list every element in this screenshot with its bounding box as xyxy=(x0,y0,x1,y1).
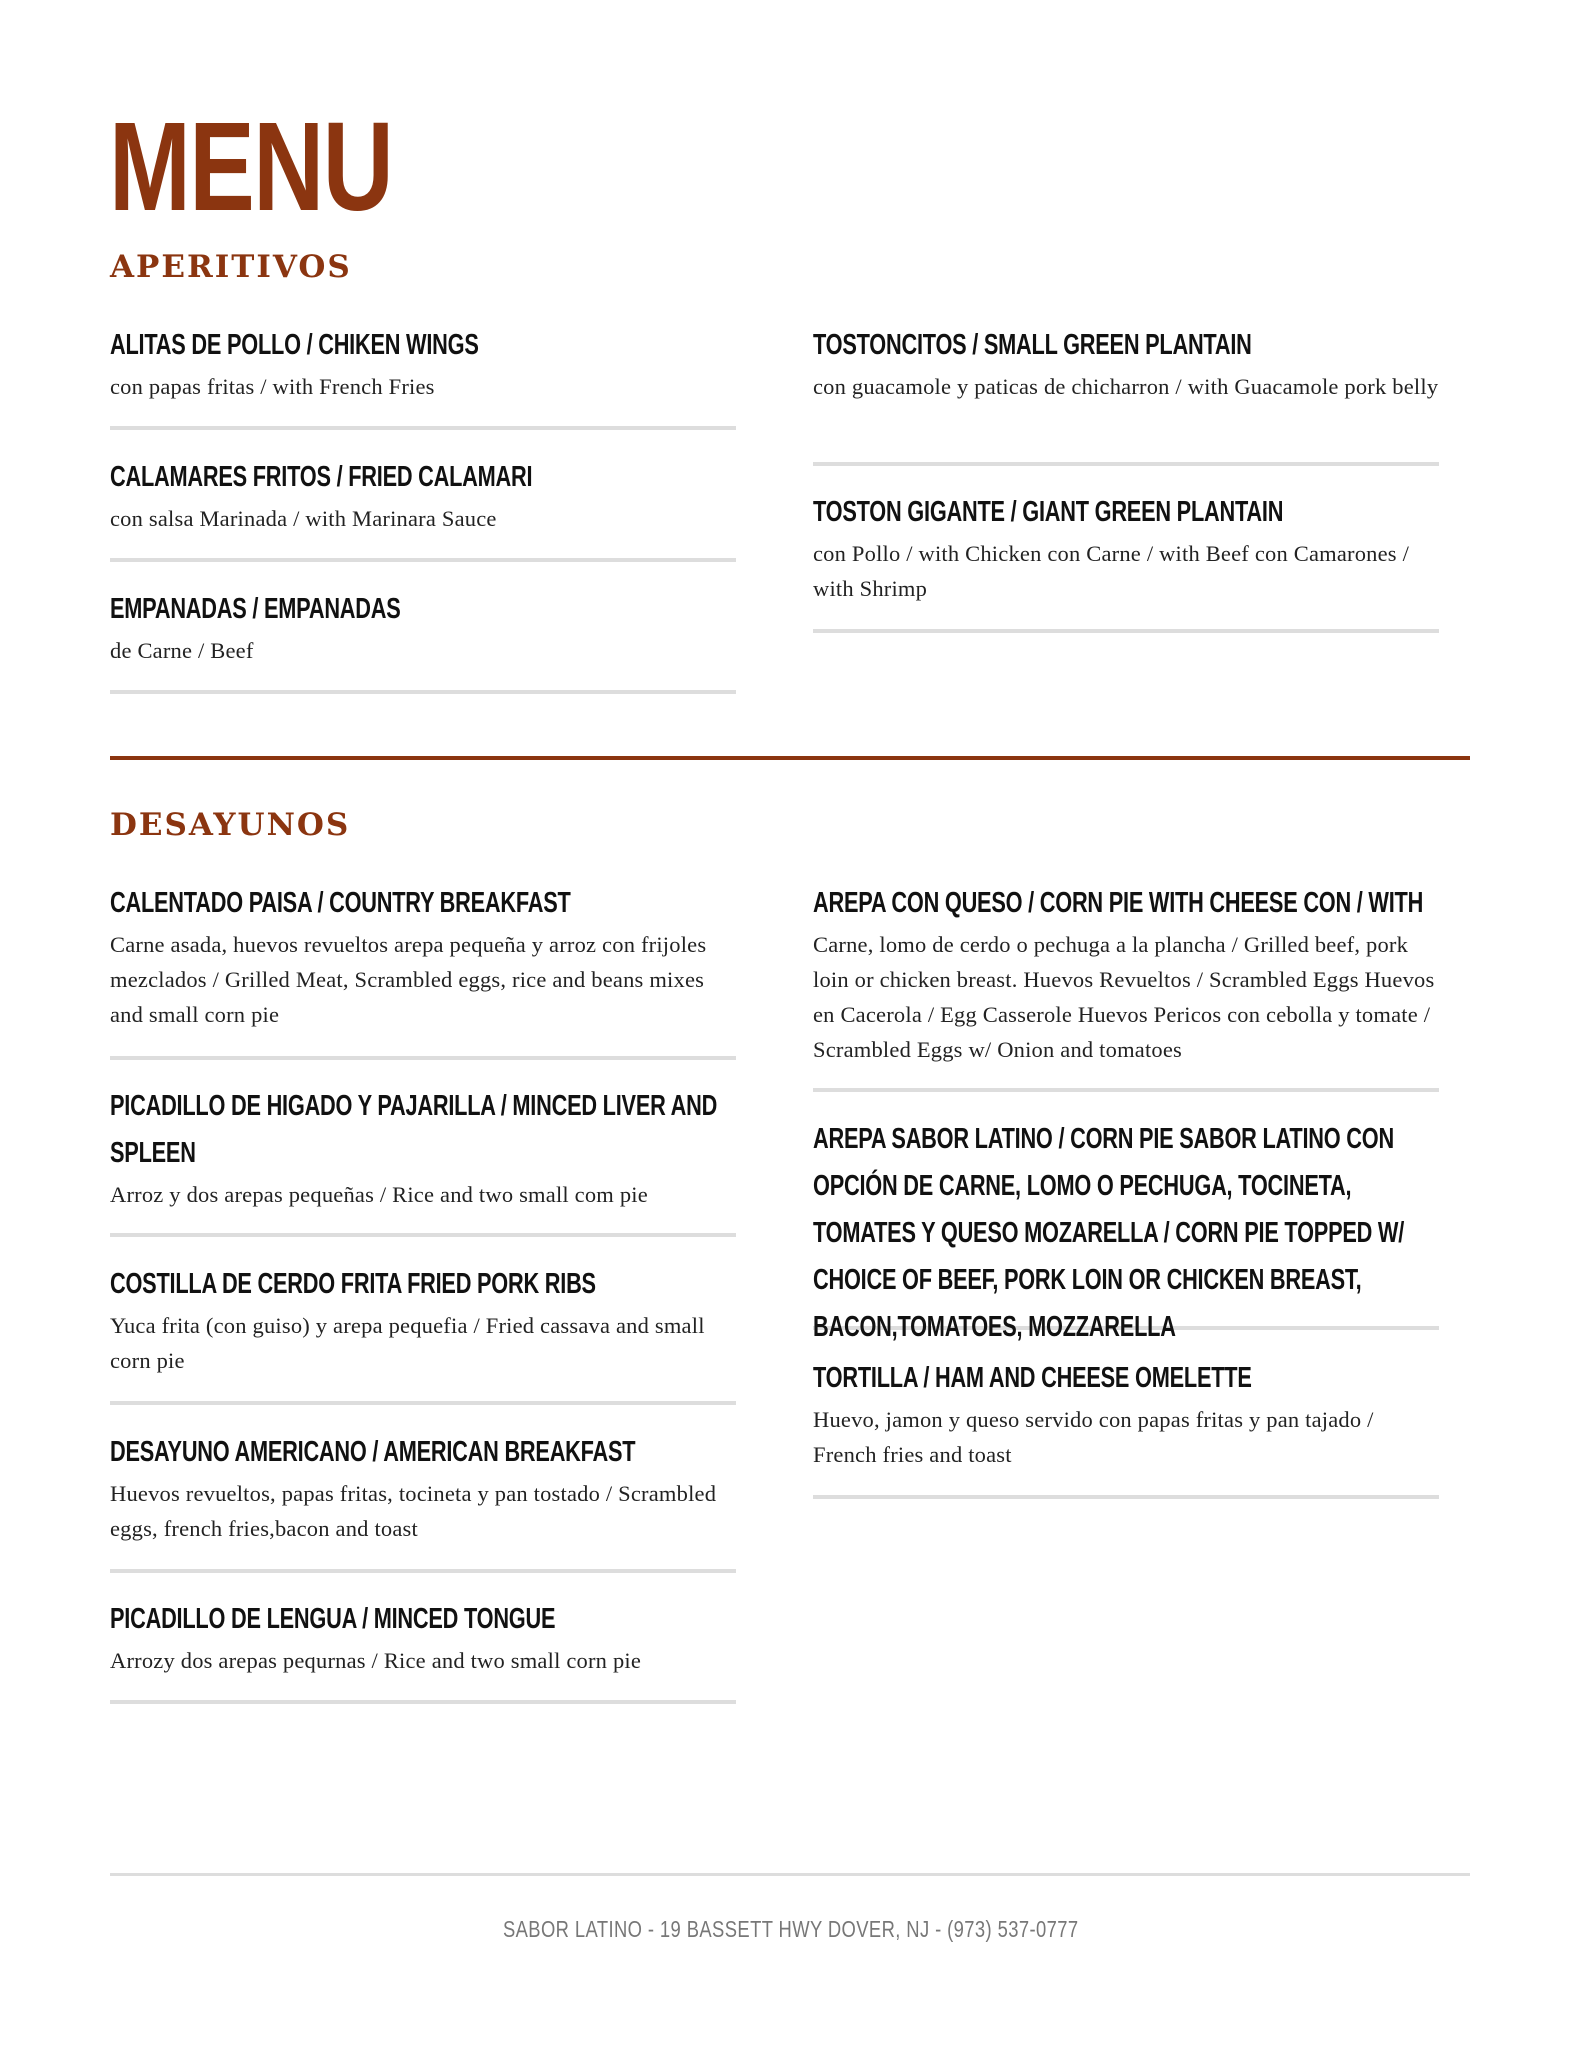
footer-divider xyxy=(110,1873,1470,1876)
item-name: AREPA CON QUESO / CORN PIE WITH CHEESE CON / WITH xyxy=(813,887,1424,919)
menu-item xyxy=(110,1261,736,1405)
menu-item xyxy=(110,1596,736,1704)
item-description: Yuca frita (con guiso) y arepa pequefia / Fried cassava and small corn pie xyxy=(110,1313,705,1373)
menu-item xyxy=(813,1355,1439,1499)
footer-text: SABOR LATINO - 19 BASSETT HWY DOVER, NJ - (973) 537-0777 xyxy=(503,1916,1079,1942)
item-description: Carne, lomo de cerdo o pechuga a la plancha / Grilled beef, pork loin or chicken breast. Huevos Revueltos / Scrambled Eggs Huevos en Cacerola / Egg Casserole Huevos Pericos con cebolla y tomate / Scrambled Eggs w/ Onion and tomatoes xyxy=(813,932,1435,1062)
menu-item xyxy=(110,880,736,1060)
item-name: CALAMARES FRITOS / FRIED CALAMARI xyxy=(110,461,533,493)
item-description: con salsa Marinada / with Marinara Sauce xyxy=(110,506,497,531)
page-title: MENU xyxy=(109,96,393,237)
item-description: Arroz y dos arepas pequeñas / Rice and two small com pie xyxy=(110,1182,648,1207)
item-name: PICADILLO DE HIGADO Y PAJARILLA / MINCED LIVER AND SPLEEN xyxy=(110,1090,718,1169)
item-description: Carne asada, huevos revueltos arepa pequeña y arroz con frijoles mezclados / Grilled Meat, Scrambled eggs, rice and beans mixes and small corn pie xyxy=(110,932,707,1027)
item-description: de Carne / Beef xyxy=(110,638,254,663)
menu-item xyxy=(110,1083,736,1237)
item-description: Arrozy dos arepas pequrnas / Rice and two small corn pie xyxy=(110,1648,642,1673)
item-name: AREPA SABOR LATINO / CORN PIE SABOR LATINO CON OPCIÓN DE CARNE, LOMO O PECHUGA, TOCINETA, TOMATES Y QUESO MOZARELLA / CORN PIE TOPPED W/ CHOICE OF BEEF, PORK LOIN OR CHICKEN BREAST, BACON,TOMATOES, MOZZARELLA xyxy=(813,1123,1405,1343)
section-heading-desayunos: DESAYUNOS xyxy=(110,807,351,843)
item-description: Huevo, jamon y queso servido con papas fritas y pan tajado / French fries and toast xyxy=(813,1407,1374,1467)
item-name: DESAYUNO AMERICANO / AMERICAN BREAKFAST xyxy=(110,1436,636,1468)
item-name: CALENTADO PAISA / COUNTRY BREAKFAST xyxy=(110,887,571,919)
item-name: TORTILLA / HAM AND CHEESE OMELETTE xyxy=(813,1362,1252,1394)
item-description: con Pollo / with Chicken con Carne / with Beef con Camarones / with Shrimp xyxy=(813,541,1410,601)
footer-address xyxy=(0,1916,1582,1943)
menu-item xyxy=(813,1116,1439,1343)
item-description: Huevos revueltos, papas fritas, tocineta y pan tostado / Scrambled eggs, french fries,bacon and toast xyxy=(110,1481,717,1541)
item-name: ALITAS DE POLLO / CHIKEN WINGS xyxy=(110,329,479,361)
menu-item xyxy=(110,1429,736,1573)
item-name: EMPANADAS / EMPANADAS xyxy=(110,593,401,625)
item-name: COSTILLA DE CERDO FRITA FRIED PORK RIBS xyxy=(110,1268,596,1300)
menu-item xyxy=(813,322,1439,466)
item-name: PICADILLO DE LENGUA / MINCED TONGUE xyxy=(110,1603,556,1635)
item-name: TOSTONCITOS / SMALL GREEN PLANTAIN xyxy=(813,329,1252,361)
menu-item xyxy=(110,454,736,562)
item-name: TOSTON GIGANTE / GIANT GREEN PLANTAIN xyxy=(813,496,1284,528)
menu-item xyxy=(110,586,736,694)
item-description: con guacamole y paticas de chicharron / with Guacamole pork belly xyxy=(813,374,1439,399)
section-divider xyxy=(110,756,1470,760)
menu-item xyxy=(813,489,1439,633)
menu-item xyxy=(813,880,1439,1092)
section-heading-aperitivos: APERITIVOS xyxy=(110,249,352,285)
item-description: con papas fritas / with French Fries xyxy=(110,374,435,399)
menu-item xyxy=(110,322,736,430)
